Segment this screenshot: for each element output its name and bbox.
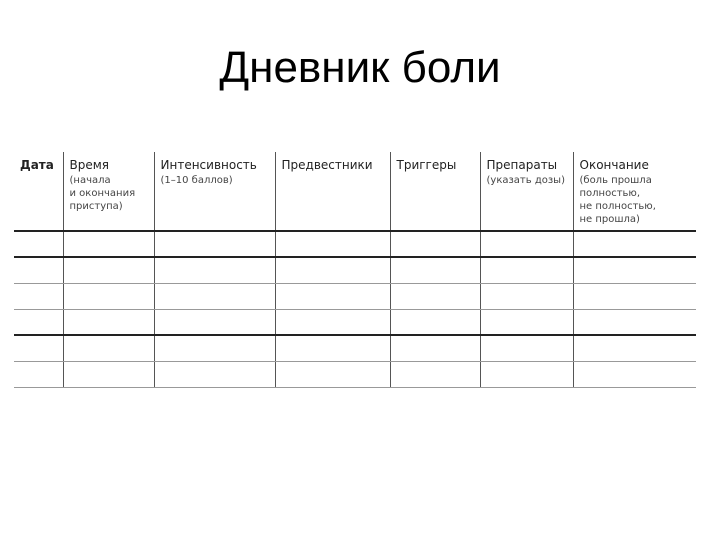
column-header-time <box>63 152 154 231</box>
table-row <box>14 283 696 309</box>
table-cell <box>390 361 480 387</box>
table-cell <box>14 231 63 257</box>
table-cell <box>390 283 480 309</box>
table-cell <box>390 257 480 283</box>
column-title: Дата <box>20 158 54 172</box>
table-cell <box>573 335 696 361</box>
table-cell <box>154 361 275 387</box>
table-cell <box>154 309 275 335</box>
table-cell <box>63 257 154 283</box>
pain-diary-table <box>14 152 696 388</box>
table-row <box>14 361 696 387</box>
column-title: Окончание <box>579 158 649 172</box>
column-header-intensity <box>154 152 275 231</box>
column-header-ending <box>573 152 696 231</box>
column-note: (боль прошла полностью, не полностью, не прошла) <box>579 175 656 225</box>
table-cell <box>480 335 573 361</box>
table-cell <box>390 231 480 257</box>
column-note: (указать дозы) <box>486 175 565 186</box>
table-cell <box>480 231 573 257</box>
table-body <box>14 231 696 387</box>
table-cell <box>275 283 390 309</box>
column-header-date <box>14 152 63 231</box>
table-cell <box>63 335 154 361</box>
table-cell <box>275 231 390 257</box>
table-row <box>14 231 696 257</box>
table-cell <box>480 361 573 387</box>
table-cell <box>154 283 275 309</box>
table-cell <box>573 309 696 335</box>
table-cell <box>14 361 63 387</box>
table-cell <box>480 257 573 283</box>
table-cell <box>390 309 480 335</box>
table-cell <box>275 257 390 283</box>
table-cell <box>275 335 390 361</box>
table-row <box>14 335 696 361</box>
column-header-precursors <box>275 152 390 231</box>
table-cell <box>480 283 573 309</box>
column-title: Предвестники <box>281 158 373 172</box>
table-cell <box>573 361 696 387</box>
column-title: Интенсивность <box>160 158 257 172</box>
table-cell <box>63 361 154 387</box>
column-title: Время <box>69 158 110 172</box>
table-cell <box>14 283 63 309</box>
column-note: (начала и окончания приступа) <box>69 175 136 212</box>
table-cell <box>573 257 696 283</box>
table-row <box>14 257 696 283</box>
column-title: Препараты <box>486 158 558 172</box>
table-row <box>14 309 696 335</box>
column-header-triggers <box>390 152 480 231</box>
table-cell <box>480 309 573 335</box>
table-cell <box>63 283 154 309</box>
table-cell <box>275 361 390 387</box>
column-header-medications <box>480 152 573 231</box>
table-cell <box>63 309 154 335</box>
table-cell <box>14 335 63 361</box>
page-title: Дневник боли <box>219 43 501 92</box>
header-row <box>14 152 696 231</box>
table-cell <box>154 231 275 257</box>
table-cell <box>14 309 63 335</box>
table-cell <box>154 335 275 361</box>
table-cell <box>573 283 696 309</box>
table-cell <box>573 231 696 257</box>
table-cell <box>275 309 390 335</box>
column-note: (1–10 баллов) <box>160 175 233 186</box>
table-cell <box>390 335 480 361</box>
table-cell <box>63 231 154 257</box>
table-cell <box>14 257 63 283</box>
column-title: Триггеры <box>396 158 457 172</box>
table-cell <box>154 257 275 283</box>
